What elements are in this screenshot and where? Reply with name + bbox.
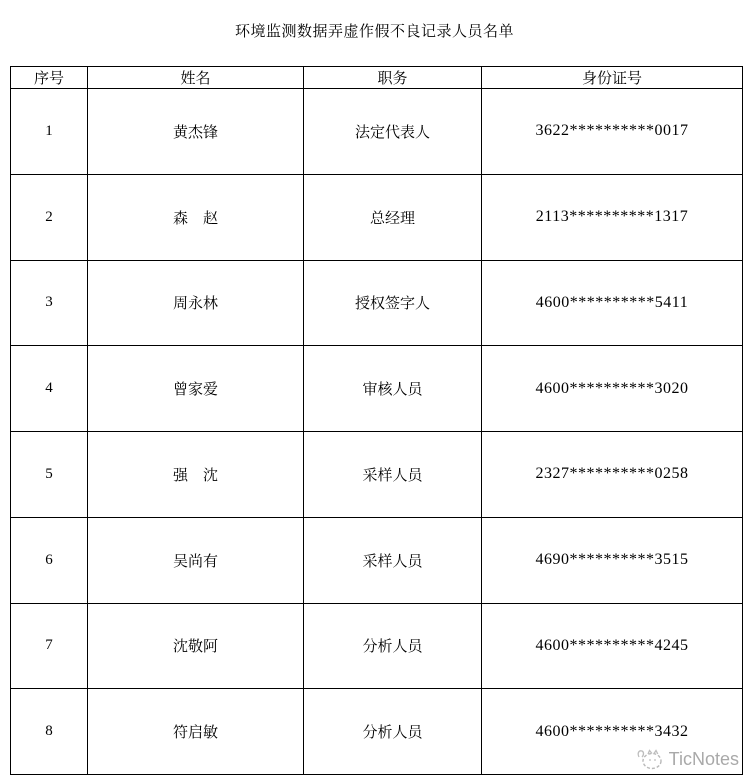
cell-id: 3622**********0017 (482, 89, 743, 175)
cell-id: 4600**********3432 (482, 689, 743, 775)
cell-no: 8 (11, 689, 88, 775)
cell-no: 6 (11, 517, 88, 603)
cell-name: 黄杰锋 (88, 89, 304, 175)
table-row (11, 174, 743, 260)
records-table (10, 66, 743, 775)
column-header-name: 姓名 (88, 67, 304, 89)
cell-name: 周永林 (88, 260, 304, 346)
watermark-label: TicNotes (668, 748, 739, 769)
table-row (11, 432, 743, 518)
cell-no: 7 (11, 603, 88, 689)
cell-id: 4600**********3020 (482, 346, 743, 432)
cell-position: 分析人员 (304, 603, 482, 689)
table-row (11, 89, 743, 175)
cell-id: 4690**********3515 (482, 517, 743, 603)
cell-no: 3 (11, 260, 88, 346)
cell-no: 2 (11, 174, 88, 260)
cell-position: 授权签字人 (304, 260, 482, 346)
page-title: 环境监测数据弄虚作假不良记录人员名单 (234, 24, 514, 40)
cell-name: 符启敏 (88, 689, 304, 775)
table-header-row (11, 67, 743, 89)
table-row (11, 603, 743, 689)
column-header-id: 身份证号 (482, 67, 743, 89)
cell-id: 2113**********1317 (482, 174, 743, 260)
cell-position: 法定代表人 (304, 89, 482, 175)
cell-name: 曾家爱 (88, 346, 304, 432)
cell-no: 1 (11, 89, 88, 175)
cell-position: 总经理 (304, 174, 482, 260)
cell-position: 审核人员 (304, 346, 482, 432)
cell-name: 森 赵 (88, 174, 304, 260)
cell-name: 吴尚有 (88, 517, 304, 603)
cell-position: 采样人员 (304, 432, 482, 518)
cell-id: 4600**********5411 (482, 260, 743, 346)
cell-no: 4 (11, 346, 88, 432)
cell-no: 5 (11, 432, 88, 518)
cell-name: 沈敬阿 (88, 603, 304, 689)
cell-id: 2327**********0258 (482, 432, 743, 518)
table-row (11, 689, 743, 775)
table-row (11, 346, 743, 432)
column-header-no: 序号 (11, 67, 88, 89)
cell-id: 4600**********4245 (482, 603, 743, 689)
table-row (11, 260, 743, 346)
table-row (11, 517, 743, 603)
column-header-position: 职务 (304, 67, 482, 89)
cell-position: 采样人员 (304, 517, 482, 603)
cell-name: 强 沈 (88, 432, 304, 518)
cell-position: 分析人员 (304, 689, 482, 775)
